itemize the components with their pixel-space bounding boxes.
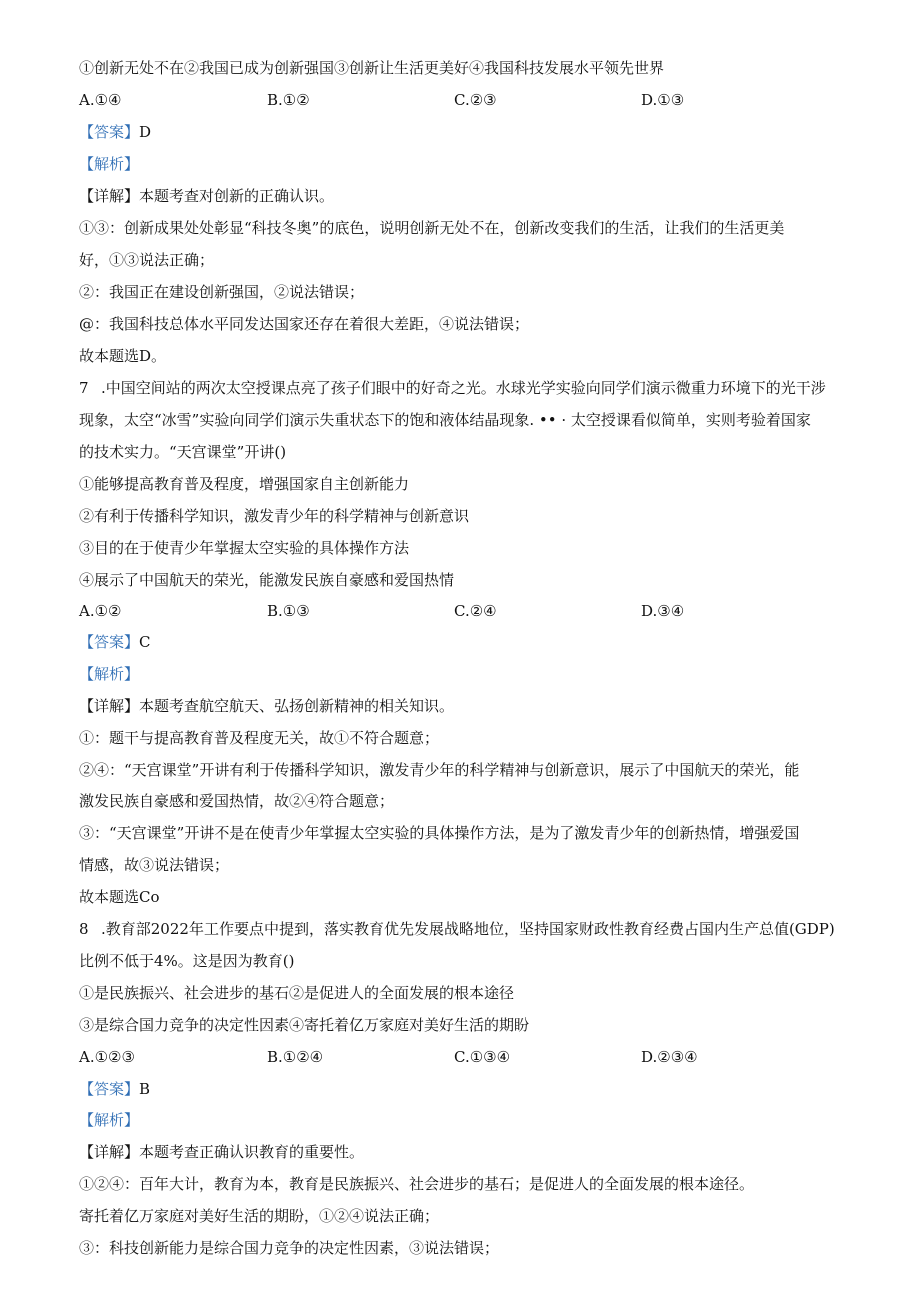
q6-option-a: A.①④ [79, 91, 122, 109]
q7-statement-2: ②有利于传播科学知识，激发青少年的科学精神与创新意识 [79, 507, 470, 525]
q7-statement-3: ③目的在于使青少年掌握太空实验的具体操作方法 [79, 539, 410, 557]
q7-explanation-2b: 激发民族自豪感和爱国热情，故②④符合题意； [79, 792, 395, 810]
q6-explanation-1b: 好，①③说法正确； [79, 251, 215, 269]
q8-explanation-1a: ①②④：百年大计，教育为本，教育是民族振兴、社会进步的基石；是促进人的全面发展的根本途径。 [79, 1175, 755, 1193]
q6-statements: ①创新无处不在②我国已成为创新强国③创新让生活更美好④我国科技发展水平领先世界 [79, 59, 665, 77]
q7-explanation-3a: ③：“天宫课堂”开讲不是在使青少年掌握太空实验的具体操作方法，是为了激发青少年的创新热情，增强爱国 [79, 824, 800, 842]
q8-options [79, 1047, 839, 1067]
q8-option-a: A.①②③ [79, 1048, 135, 1066]
answer-value: C [139, 633, 151, 651]
answer-tag: 【答案】 [79, 633, 140, 651]
q7-option-b: B.①③ [267, 602, 310, 620]
q8-explanation-1b: 寄托着亿万家庭对美好生活的期盼，①②④说法正确； [79, 1207, 440, 1225]
q8-stem-text: .教育部2022年工作要点中提到，落实教育优先发展战略地位，坚持国家财政性教育经费占国内生产总值(GDP) [101, 920, 835, 938]
q6-detail: 【详解】本题考查对创新的正确认识。 [79, 187, 335, 205]
q7-stem-text: .中国空间站的两次太空授课点亮了孩子们眼中的好奇之光。水球光学实验向同学们演示微重力环境下的光干涉 [101, 379, 826, 397]
q7-number: 7 [79, 379, 89, 397]
q6-analysis-tag: 【解析】 [79, 155, 140, 173]
q6-explanation-2: ②：我国正在建设创新强国，②说法错误； [79, 283, 365, 301]
q8-statements-1-2: ①是民族振兴、社会进步的基石②是促进人的全面发展的根本途径 [79, 984, 515, 1002]
q7-answer [79, 632, 151, 652]
q7-analysis-tag: 【解析】 [79, 665, 140, 683]
q6-explanation-3: @：我国科技总体水平同发达国家还存在着很大差距，④说法错误； [79, 315, 530, 333]
answer-value: D [139, 123, 152, 141]
q8-option-d: D.②③④ [641, 1048, 698, 1066]
q7-explanation-2a: ②④：“天宫课堂”开讲有利于传播科学知识，激发青少年的科学精神与创新意识，展示了中国航天的荣光，能 [79, 761, 800, 779]
q6-option-d: D.①③ [641, 91, 685, 109]
answer-value: B [139, 1080, 151, 1098]
q8-option-b: B.①②④ [267, 1048, 324, 1066]
q7-option-a: A.①② [79, 602, 122, 620]
q7-stem-line-1 [79, 378, 826, 398]
q8-answer [79, 1079, 150, 1099]
q6-option-c: C.②③ [454, 91, 497, 109]
q8-detail: 【详解】本题考查正确认识教育的重要性。 [79, 1143, 365, 1161]
q7-explanation-3b: 情感，故③说法错误； [79, 856, 230, 874]
answer-tag: 【答案】 [79, 1080, 140, 1098]
q6-option-b: B.①② [267, 91, 310, 109]
q6-conclusion: 故本题选D。 [79, 347, 167, 365]
q7-conclusion: 故本题选Co [79, 888, 160, 906]
q8-stem-line-1 [79, 919, 835, 939]
q8-number: 8 [79, 920, 89, 938]
q8-analysis-tag: 【解析】 [79, 1111, 140, 1129]
q8-stem-line-2: 比例不低于4%。这是因为教育() [79, 952, 295, 970]
q8-statements-3-4: ③是综合国力竞争的决定性因素④寄托着亿万家庭对美好生活的期盼 [79, 1016, 530, 1034]
q7-statement-1: ①能够提高教育普及程度，增强国家自主创新能力 [79, 475, 410, 493]
q7-options [79, 601, 839, 621]
q7-statement-4: ④展示了中国航天的荣光，能激发民族自豪感和爱国热情 [79, 571, 455, 589]
q7-stem-line-3: 的技术实力。“天宫课堂”开讲() [79, 443, 287, 461]
q6-explanation-1a: ①③：创新成果处处彰显“科技冬奥”的底色，说明创新无处不在，创新改变我们的生活，让我们的生活更美 [79, 219, 785, 237]
q7-stem-line-2: 现象，太空“冰雪”实验向同学们演示失重状态下的饱和液体结晶现象. •• · 太空授课看似简单，实则考验着国家 [79, 411, 811, 429]
answer-tag: 【答案】 [79, 123, 140, 141]
q7-option-c: C.②④ [454, 602, 497, 620]
q6-options [79, 90, 839, 110]
q7-option-d: D.③④ [641, 602, 685, 620]
q6-answer [79, 122, 151, 142]
q7-detail: 【详解】本题考查航空航天、弘扬创新精神的相关知识。 [79, 697, 455, 715]
q8-option-c: C.①③④ [454, 1048, 511, 1066]
q8-explanation-2: ③：科技创新能力是综合国力竞争的决定性因素，③说法错误； [79, 1239, 500, 1257]
q7-explanation-1: ①：题干与提高教育普及程度无关，故①不符合题意； [79, 729, 440, 747]
